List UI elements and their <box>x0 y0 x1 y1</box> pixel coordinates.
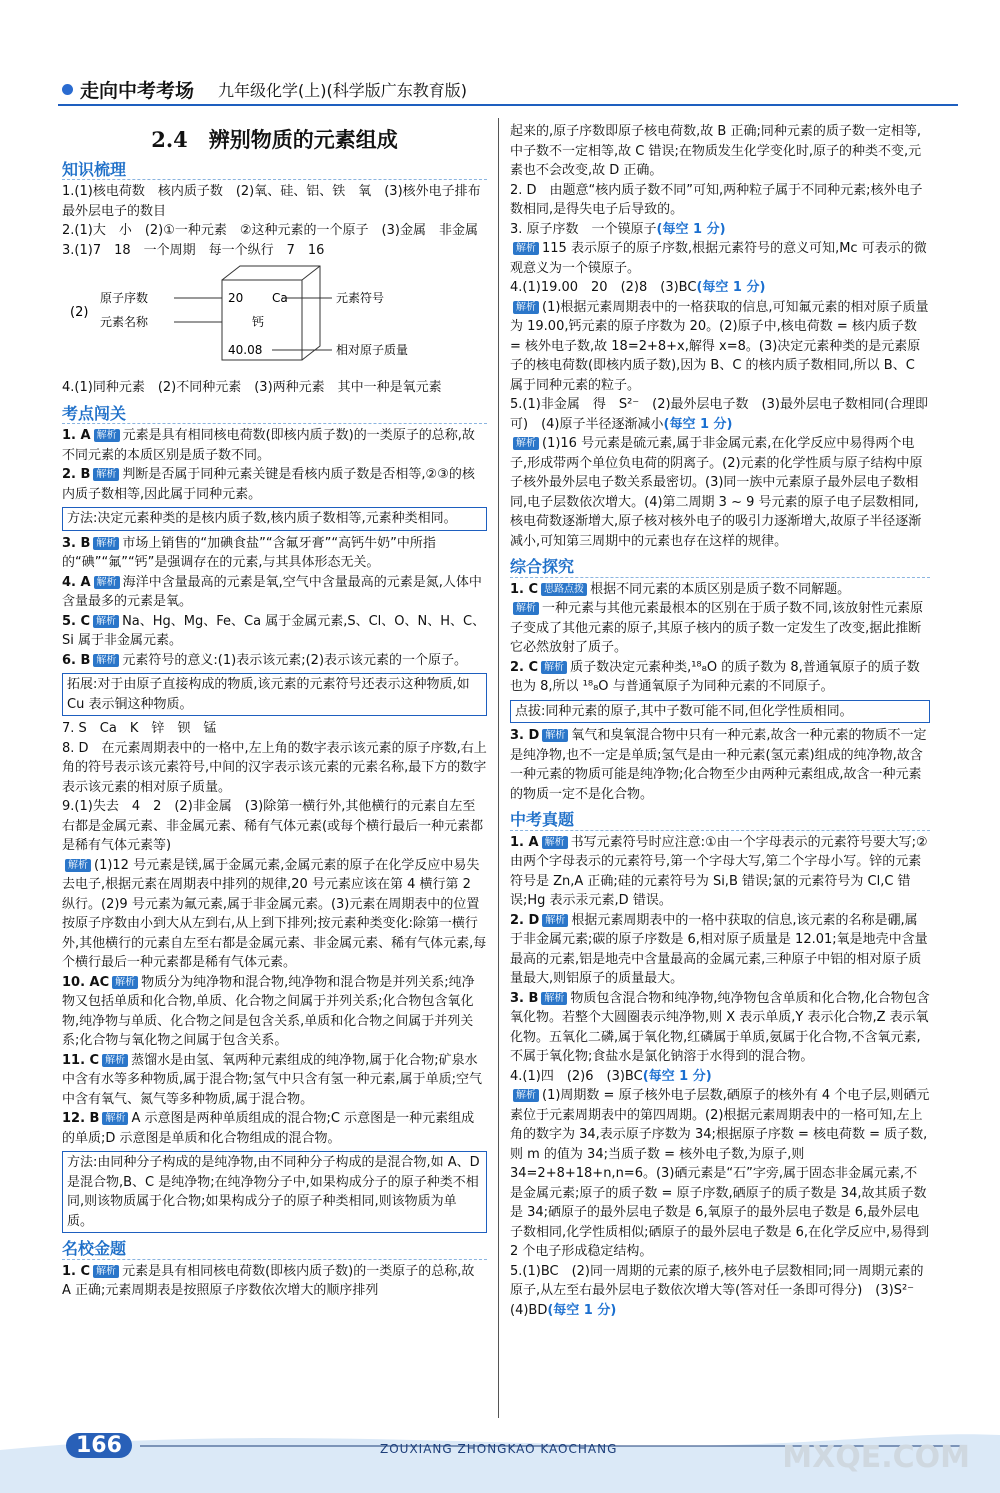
analysis-tag: 解析 <box>542 836 568 849</box>
cell-mass: 40.08 <box>228 343 263 357</box>
score-note: (每空 1 分) <box>663 416 733 432</box>
answer-item <box>62 426 487 465</box>
book-subtitle: 九年级化学(上)(科学版广东教育版) <box>218 81 467 100</box>
cell-name: 钙 <box>252 315 265 329</box>
answer-item <box>510 395 930 434</box>
answer-number: 3. B <box>62 535 91 551</box>
answer-text: 4.(1)19.00 20 (2)8 (3)BC <box>510 280 697 295</box>
answer-number: 1. A <box>62 428 91 443</box>
analysis-tag: 解析 <box>93 468 119 481</box>
heading-checkpoint: 考点闯关 <box>62 404 487 425</box>
analysis-tag: 解析 <box>542 729 568 742</box>
answer-item <box>62 573 487 612</box>
analysis-text: 书写元素符号时应注意:①由一个字母表示的元素符号要大写;②由两个字母表示的元素符号,第一个字母大写,第二个字母小写。锌的元素符号是 Zn,A 正确;硅的元素符号为 Si,B 错误;氯的元素符号为 Cl,C 错误;Hg 表示汞元素,D 错误。 <box>510 834 928 908</box>
answer-text: Na、Hg、Mg、Fe、Ca 属于金属元素,S、Cl、O、N、H、C、Si 属于非金属元素。 <box>62 613 486 648</box>
answer-item <box>62 612 487 651</box>
continued-text: 起来的,原子序数即原子核电荷数,故 B 正确;同种元素的质子数一定相等,中子数不一定相等,故 C 错误;在物质发生化学变化时,原子的种类不变,元素也不会改变,故 D 正确。 <box>510 124 922 178</box>
analysis-tag: 解析 <box>102 1054 128 1067</box>
page-header <box>58 74 958 108</box>
score-note: (每空 1 分) <box>656 221 726 237</box>
analysis-tag: 解析 <box>513 1089 539 1102</box>
method-box: 方法:由同种分子构成的是纯净物,由不同种分子构成的是混合物,如 A、D 是混合物,B、C 是纯净物;在纯净物分子中,如果构成分子的原子种类不相同,则该物质属于化合物;如果构成分子的原子种类相同,则该物质为单质。 <box>62 1151 487 1233</box>
answer-item <box>510 911 930 989</box>
bullet-icon <box>62 84 73 95</box>
answer-text: 3. 原子序数 一个镆原子 <box>510 221 657 237</box>
answer-item <box>62 651 487 671</box>
answer-text: A 示意图是两种单质组成的混合物;C 示意图是一种元素组成的单质;D 示意图是单质和化合物组成的混合物。 <box>62 1111 475 1146</box>
extension-box: 拓展:对于由原子直接构成的物质,该元素的元素符号还表示这种物质,如 Cu 表示铜这种物质。 <box>62 673 487 716</box>
answer-number: 2. C <box>510 659 539 675</box>
answer-number: 3. D <box>510 728 540 743</box>
answer-number: 2. D <box>510 912 540 928</box>
heading-famous-school: 名校金题 <box>62 1239 487 1260</box>
analysis-tag: 解析 <box>513 242 539 255</box>
answer-item <box>510 1262 930 1321</box>
answer-text: 判断是否属于同种元素关键是看核内质子数是否相等,②③的核内质子数相等,因此属于同种元素。 <box>62 467 475 502</box>
answer-text: 物质分为纯净物和混合物,纯净物和混合物是并列关系;纯净物又包括单质和化合物,单质、化合物之间属于并列关系;化合物包含氧化物,纯净物与单质、化合物之间是包含关系,单质和化合物之间属于并列关系;化合物与氧化物之间属于包含关系。 <box>62 974 475 1048</box>
answer-item: 2.(1)大 小 (2)①一种元素 ②这种元素的一个原子 (3)金属 非金属 <box>62 223 478 238</box>
answer-item <box>510 580 930 600</box>
answer-text: 元素是具有相同核电荷数(即核内质子数)的一类原子的总称,故不同元素的本质区别是质子数不同。 <box>62 428 475 463</box>
analysis-item <box>510 434 930 551</box>
analysis-tag: 解析 <box>513 301 539 314</box>
cell-symbol: Ca <box>272 291 288 305</box>
answer-number: 1. C <box>62 1263 91 1279</box>
answer-item: 3.(1)7 18 一个周期 每一个纵行 7 16 <box>62 242 325 258</box>
analysis-text: (1)16 号元素是硫元素,属于非金属元素,在化学反应中易得两个电子,形成带两个单位负电荷的阴离子。(2)元素的化学性质与原子结构中原子核外最外层电子数关系最密切。(3)同一族中元素原子最外层电子数相同,电子层数依次增大。(4)第二周期 3 ~ 9 号元素的原子电子层数相同,核电荷数逐渐增大,原子核对核外电子的吸引力逐渐增大,故原子半径逐渐减小,可知第三周期中的元素也存在这样的规律。 <box>510 436 923 549</box>
method-box: 方法:决定元素种类的是核内质子数,核内质子数相等,元素种类相同。 <box>62 507 487 531</box>
analysis-tag: 解析 <box>541 661 567 674</box>
label-atomic-number: 原子序数 <box>100 291 149 305</box>
analysis-tag: 解析 <box>102 1112 128 1125</box>
answer-number: 1. C <box>510 581 539 597</box>
answer-number: 3. B <box>510 990 539 1006</box>
answer-text: 海洋中含量最高的元素是氧,空气中含量最高的元素是氮,人体中含量最多的元素是氧。 <box>62 574 482 609</box>
analysis-text: 氧气和臭氧混合物中只有一种元素,故含一种元素的物质不一定是纯净物,也不一定是单质;氢气是由一种元素(氢元素)组成的纯净物,故含一种元素的物质可能是纯净物;化合物至少由两种元素组成,故含一种元素的物质一定不是化合物。 <box>510 728 927 802</box>
analysis-tag: 解析 <box>541 992 567 1005</box>
answer-item <box>62 465 487 504</box>
analysis-text: (1)根据元素周期表中的一格获取的信息,可知氟元素的相对原子质量为 19.00,钙元素的原子序数为 20。(2)原子中,核电荷数 = 核内质子数 = 核外电子数,故 18=2+8+x,解得 x=8。(3)决定元素种类的是元素原子的核电荷数(即核内质子数),因为 B、C 的核内质子数相同,所以 B、C 属于同种元素的粒子。 <box>510 299 929 393</box>
answer-number: 5. C <box>62 613 91 629</box>
analysis-tag: 解析 <box>93 615 119 628</box>
answer-number: 11. C <box>62 1052 100 1068</box>
analysis-text: (1)周期数 = 原子核外电子层数,硒原子的核外有 4 个电子层,则硒元素位于元素周期表中的第四周期。(2)根据元素周期表中的一格可知,左上角的数字为 34,表示原子序数为 34;根据原子序数 = 核电荷数 = 质子数,则 m 的值为 34;当质子数 = 核外电子数,为原子,则 34=2+8+18+n,n=6。(3)硒元素是“石”字旁,属于固态非金属元素,不是金属元素;原子的质子数 = 原子序数,硒原子的质子数是 34,故其质子数是 34;硒原子的最外层电子数是 6,氧原子的最外层电子数是 6,最外层电子数相同,化学性质相似;硒原子的最外层电子数是 6,在化学反应中,易得到 2 个电子形成稳定结构。 <box>510 1088 930 1259</box>
analysis-tag: 解析 <box>93 654 119 667</box>
answer-number: 6. B <box>62 652 91 668</box>
diagram-prefix: (2) <box>70 305 89 320</box>
answer-item <box>62 973 487 1051</box>
answer-number: 1. A <box>510 834 539 850</box>
brand-title: 走向中考考场 <box>80 80 195 102</box>
hint-text: 根据不同元素的本质区别是质子数不同解题。 <box>590 581 851 597</box>
answer-item: 2. D 由题意“核内质子数不同”可知,两种粒子属于不同种元素;核外电子数相同,是得失电子后导致的。 <box>510 182 923 217</box>
score-note: (每空 1 分) <box>696 280 766 295</box>
answer-text: 市场上销售的“加碘食盐”“含氟牙膏”“高钙牛奶”中所指的“碘”“氟”“钙”是强调存在的元素,与其具体形态无关。 <box>62 535 436 570</box>
label-symbol: 元素符号 <box>336 291 385 305</box>
watermark-text: MXQE.COM <box>782 1440 970 1475</box>
answer-item: 7. S Ca K 锌 钡 锰 <box>62 721 217 736</box>
analysis-text: (1)12 号元素是镁,属于金属元素,金属元素的原子在化学反应中易失去电子,根据元素在周期表中排列的规律,20 号元素应该在第 4 横行第 2 纵行。(2)9 号元素为氟元素,属于非金属元素。(3)元素在周期表中的位置按原子序数由小到大从左到右,从上到下排列;按元素种类变化:除第一横行外,其他横行的元素自左至右都是金属元素、非金属元素、稀有气体元素,每个横行最后一种元素都是稀有气体元素。 <box>62 857 487 970</box>
column-divider <box>498 118 499 1418</box>
analysis-tag: 解析 <box>542 914 568 927</box>
cell-number: 20 <box>228 291 244 305</box>
analysis-tag: 解析 <box>65 859 91 872</box>
analysis-tag: 解析 <box>112 976 138 989</box>
answer-item <box>510 278 930 298</box>
answer-item <box>510 220 930 240</box>
answer-number: 10. AC <box>62 974 110 990</box>
answer-item <box>510 989 930 1067</box>
answer-text: 5.(1)非金属 得 S²⁻ (2)最外层电子数 (3)最外层电子数相同(合理即可) (4)原子半径逐渐减小 <box>510 397 929 432</box>
analysis-tag: 解析 <box>513 437 539 450</box>
page-number: 166 <box>66 1433 132 1458</box>
answer-item <box>510 726 930 804</box>
analysis-tag: 解析 <box>94 576 120 589</box>
analysis-item <box>510 239 930 278</box>
answer-text: 元素符号的意义:(1)表示该元素;(2)表示该元素的一个原子。 <box>122 652 468 668</box>
score-note: (每空 1 分) <box>642 1068 712 1084</box>
analysis-text: 物质包含混合物和纯净物,纯净物包含单质和化合物,化合物包含氧化物。若整个大圆圈表示纯净物,则 X 表示单质,Y 表示化合物,Z 表示氧化物。五氧化二磷,属于氧化物,红磷属于单质,氨属于化合物,不含氧元素,不属于氧化物;食盐水是氯化钠溶于水得到的混合物。 <box>510 990 930 1064</box>
answer-number: 12. B <box>62 1111 100 1126</box>
answer-item: 4.(1)同种元素 (2)不同种元素 (3)两种元素 其中一种是氧元素 <box>62 380 442 395</box>
heading-comprehensive: 综合探究 <box>510 557 930 578</box>
label-mass: 相对原子质量 <box>336 343 409 357</box>
analysis-text: 一种元素与其他元素最根本的区别在于质子数不同,该放射性元素原子变成了其他元素的原子,其原子核内的质子数一定发生了改变,据此推断它必然放射了质子。 <box>510 601 924 655</box>
answer-number: 2. B <box>62 467 91 482</box>
label-element-name: 元素名称 <box>100 315 149 329</box>
answer-item <box>510 833 930 911</box>
analysis-tag: 解析 <box>93 537 119 550</box>
left-column <box>62 122 494 1301</box>
section-title: 2.4 辨别物质的元素组成 <box>151 127 398 152</box>
answer-item: 8. D 在元素周期表中的一格中,左上角的数字表示该元素的原子序数,右上角的符号表示该元素符号,中间的汉字表示该元素的元素名称,最下方的数字表示该元素的相对原子质量。 <box>62 740 487 795</box>
analysis-item <box>510 1086 930 1262</box>
answer-item <box>62 1262 487 1301</box>
answer-item <box>62 534 487 573</box>
tip-box: 点拔:同种元素的原子,其中子数可能不同,但化学性质相同。 <box>510 700 930 724</box>
element-cell-svg <box>62 264 487 374</box>
analysis-tag: 解析 <box>513 602 539 615</box>
analysis-item <box>62 856 487 973</box>
answer-item: 1.(1)核电荷数 核内质子数 (2)氧、硅、铝、铁 氧 (3)核外电子排布 最外层电子的数目 <box>62 184 494 219</box>
answer-item: 9.(1)失去 4 2 (2)非金属 (3)除第一横行外,其他横行的元素自左至右都是金属元素、非金属元素、稀有气体元素(或每个横行最后一种元素都是稀有气体元素等) <box>62 799 484 853</box>
answer-item <box>62 1109 487 1148</box>
answer-text: 4.(1)四 (2)6 (3)BC <box>510 1068 643 1084</box>
analysis-text: 115 表示原子的原子序数,根据元素符号的意义可知,Mc 可表示的微观意义为一个镆原子。 <box>510 241 927 276</box>
answer-item <box>62 1051 487 1110</box>
score-note: (每空 1 分) <box>547 1302 617 1318</box>
heading-knowledge: 知识梳理 <box>62 160 487 181</box>
answer-text: 5.(1)BC (2)同一周期的元素的原子,核外电子层数相同;同一周期元素的原子,从左至右最外层电子数依次增大等(答对任一条即可得分) (3)S²⁻ (4)BD <box>510 1263 928 1318</box>
answer-item <box>510 1067 930 1087</box>
answer-item <box>510 658 930 697</box>
answer-text: 元素是具有相同核电荷数(即核内质子数)的一类原子的总称,故 A 正确;元素周期表是按照原子序数依次增大的顺序排列 <box>62 1263 475 1298</box>
analysis-tag: 解析 <box>93 1265 119 1278</box>
right-column <box>510 122 930 1320</box>
analysis-text: 质子数决定元素种类,¹⁸₈O 的质子数为 8,普通氧原子的质子数也为 8,所以 ¹⁸₈O 与普通氧原子为同种元素的不同原子。 <box>510 659 920 694</box>
heading-exam-questions: 中考真题 <box>510 810 930 831</box>
analysis-item <box>510 599 930 658</box>
answer-text: 蒸馏水是由氢、氧两种元素组成的纯净物,属于化合物;矿泉水中含有水等多种物质,属于混合物;氢气中只含有氢一种元素,属于单质;空气中含有氧气、氮气等多种物质,属于混合物。 <box>62 1052 483 1107</box>
analysis-text: 根据元素周期表中的一格中获取的信息,该元素的名称是硼,属于非金属元素;碳的原子序数是 6,相对原子质量是 12.01;氧是地壳中含量最高的元素,铝是地壳中含量最高的金属元素,三种原子中铝的相对原子质量最大,则铝原子的质量最大。 <box>510 912 928 986</box>
hint-tag: 思路点拨 <box>541 583 587 596</box>
footer-series: ZOUXIANG ZHONGKAO KAOCHANG <box>380 1442 618 1456</box>
header-rule <box>58 104 958 106</box>
analysis-item <box>510 298 930 396</box>
answer-number: 4. A <box>62 574 91 590</box>
analysis-tag: 解析 <box>94 429 120 442</box>
element-cell-diagram <box>62 264 487 374</box>
